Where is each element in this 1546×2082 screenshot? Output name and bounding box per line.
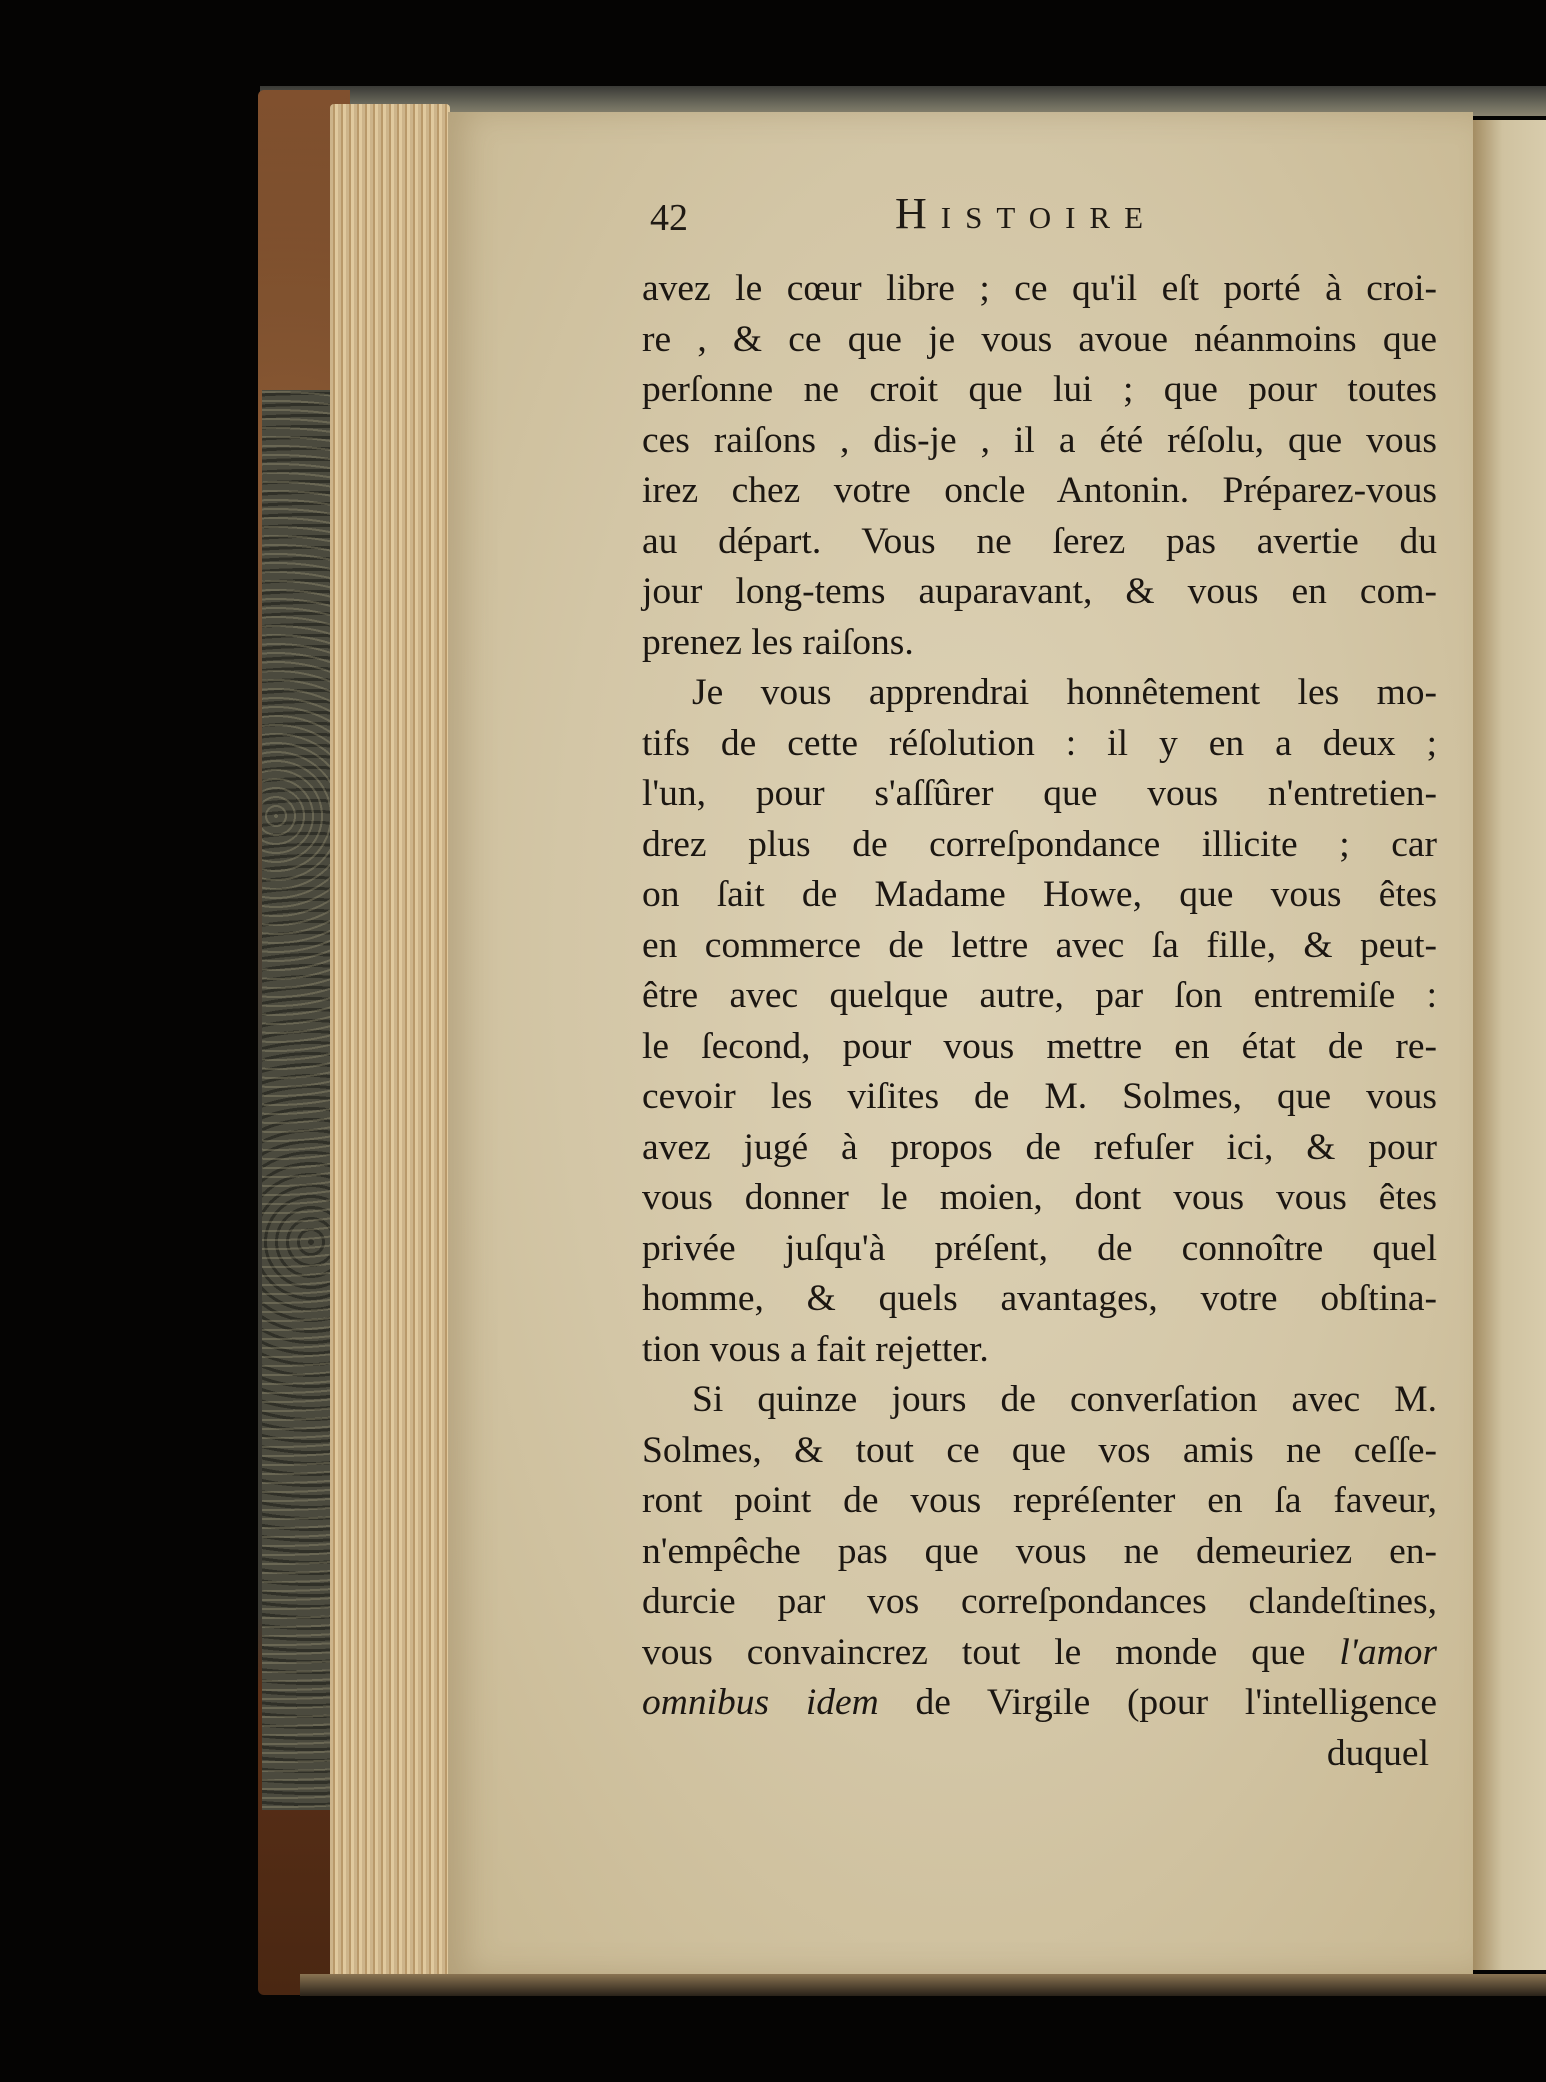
text-line: privée juſqu'à préſent, de connoître quel bbox=[642, 1227, 1437, 1269]
facing-page-edge bbox=[1473, 120, 1546, 1970]
text-line: l'un, pour s'aſſûrer que vous n'entretien- bbox=[642, 773, 1437, 814]
running-title: Histoire bbox=[895, 189, 1158, 238]
text-line: irez chez votre oncle Antonin. Préparez-vous bbox=[642, 470, 1437, 511]
italic-text: omnibus idem bbox=[642, 1682, 879, 1723]
italic-text: l'amor bbox=[1339, 1631, 1437, 1673]
text-line: Je vous apprendrai honnêtement les mo- bbox=[692, 672, 1437, 713]
text-line: drez plus de correſpondance illicite ; car bbox=[642, 823, 1437, 865]
marbled-cover bbox=[262, 390, 332, 1810]
text-line: perſonne ne croit que lui ; que pour toutes bbox=[642, 369, 1437, 410]
text-line: tifs de cette réſolution : il y en a deux ; bbox=[642, 722, 1437, 764]
text-line: être avec quelque autre, par ſon entremiſe : bbox=[642, 975, 1437, 1016]
text-line: n'empêche pas que vous ne demeuriez en- bbox=[642, 1530, 1437, 1572]
catchword-line bbox=[642, 1729, 1437, 1780]
text-line: durcie par vos correſpondances clandeſtines, bbox=[642, 1581, 1437, 1622]
text-line: on ſait de Madame Howe, que vous êtes bbox=[642, 874, 1437, 915]
text-line: au départ. Vous ne ſerez pas avertie du bbox=[642, 520, 1437, 562]
text-line: avez jugé à propos de refuſer ici, & pour bbox=[642, 1126, 1437, 1168]
text-segment: de Virgile (pour l'intelligence bbox=[878, 1682, 1437, 1723]
text-line: jour long-tems auparavant, & vous en com- bbox=[642, 571, 1437, 612]
text-line bbox=[642, 1678, 1437, 1729]
text-line: vous donner le moien, dont vous vous êtes bbox=[642, 1177, 1437, 1218]
text-line: ront point de vous repréſenter en ſa faveur, bbox=[642, 1480, 1437, 1521]
page-header bbox=[650, 186, 1290, 246]
text-segment: vous convaincrez tout le monde que bbox=[642, 1631, 1340, 1673]
catchword: duquel bbox=[1326, 1732, 1429, 1774]
page-body-text bbox=[642, 264, 1437, 1779]
text-line: cevoir les viſites de M. Solmes, que vous bbox=[642, 1076, 1437, 1117]
text-line: prenez les raiſons. bbox=[642, 621, 914, 663]
text-line: avez le cœur libre ; ce qu'il eſt porté à croi- bbox=[642, 268, 1437, 309]
text-line: en commerce de lettre avec ſa fille, & peut- bbox=[642, 924, 1437, 966]
page-number: 42 bbox=[650, 197, 688, 239]
page-block-edges bbox=[330, 104, 450, 1984]
text-line: Solmes, & tout ce que vos amis ne ceſſe- bbox=[642, 1429, 1437, 1471]
text-line: homme, & quels avantages, votre obſtina- bbox=[642, 1278, 1437, 1319]
text-line: le ſecond, pour vous mettre en état de re- bbox=[642, 1025, 1437, 1067]
text-line: ces raiſons , dis-je , il a été réſolu, que vous bbox=[642, 419, 1437, 461]
text-line bbox=[642, 1628, 1437, 1679]
text-line: tion vous a fait rejetter. bbox=[642, 1328, 989, 1370]
book-bottom-edge bbox=[300, 1974, 1546, 1996]
text-line: re , & ce que je vous avoue néanmoins que bbox=[642, 318, 1437, 360]
text-line: Si quinze jours de converſation avec M. bbox=[692, 1379, 1437, 1420]
